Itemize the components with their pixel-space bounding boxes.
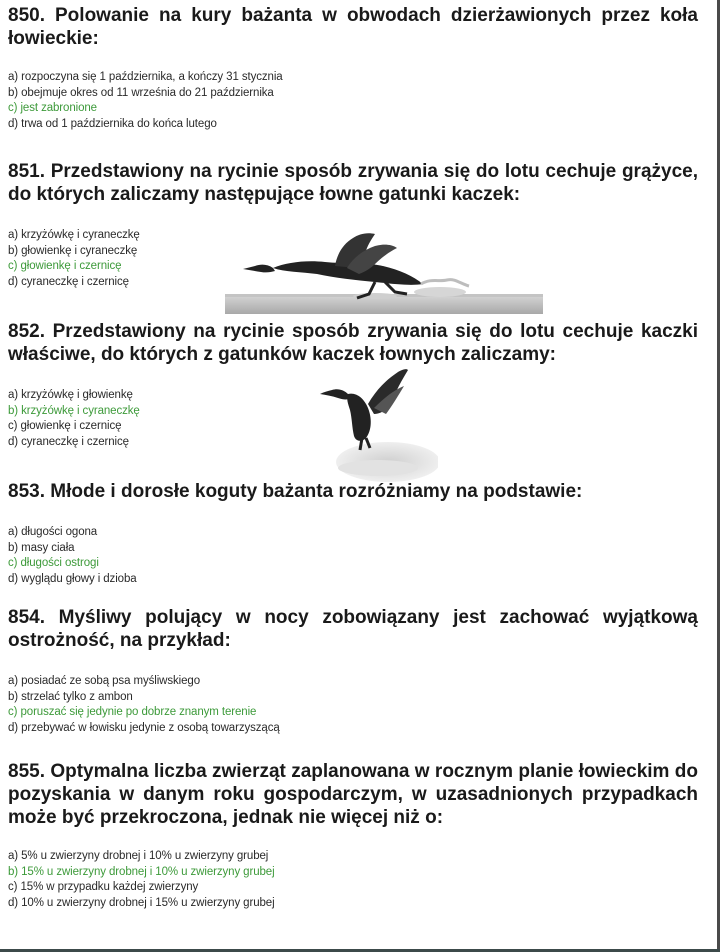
answer-list <box>8 674 698 736</box>
answer-a[interactable]: a) 5% u zwierzyny drobnej i 10% u zwierzyny grubej <box>8 850 269 862</box>
answer-list <box>8 70 698 132</box>
question-title: 853. Młode i dorosłe koguty bażanta rozróżniamy na podstawie: <box>8 481 583 502</box>
answer-a[interactable]: a) długości ogona <box>8 526 98 538</box>
question-title: 851. Przedstawiony na rycinie sposób zrywania się do lotu cechuje grążyce, do których zaliczamy następujące łowne gatunki kaczek: <box>8 161 698 205</box>
answer-b[interactable]: b) strzelać tylko z ambon <box>8 690 133 703</box>
answer-list <box>8 525 698 587</box>
answer-d[interactable]: d) przebywać w łowisku jedynie z osobą towarzyszącą <box>8 721 280 734</box>
answer-b-correct[interactable]: b) krzyżówkę i cyraneczkę <box>8 404 140 417</box>
answer-a[interactable]: a) krzyżówkę i cyraneczkę <box>8 229 140 241</box>
answer-c-correct[interactable]: c) jest zabronione <box>8 102 97 114</box>
question-title: 855. Optymalna liczba zwierząt zaplanowana w rocznym planie łowieckim do pozyskania w danym roku gospodarczym, w uzasadnionych przypadkach może być przekroczona, jednak nie więcej niż o: <box>8 761 698 828</box>
answer-c-correct[interactable]: c) głowienkę i czernicę <box>8 260 122 272</box>
answer-b[interactable]: b) masy ciała <box>8 541 75 554</box>
question-title: 850. Polowanie na kury bażanta w obwodach dzierżawionych przez koła łowieckie: <box>8 5 698 49</box>
answer-b[interactable]: b) obejmuje okres od 11 września do 21 października <box>8 86 274 99</box>
answer-b-correct[interactable]: b) 15% u zwierzyny drobnej i 10% u zwierzyny grubej <box>8 865 275 878</box>
answer-a[interactable]: a) rozpoczyna się 1 października, a kończy 31 stycznia <box>8 71 283 83</box>
answer-c-correct[interactable]: c) poruszać się jedynie po dobrze znanym terenie <box>8 706 257 718</box>
question-850 <box>8 4 698 132</box>
answer-a[interactable]: a) posiadać ze sobą psa myśliwskiego <box>8 675 200 687</box>
answer-d[interactable]: d) cyraneczkę i czernicę <box>8 435 129 448</box>
answer-d[interactable]: d) 10% u zwierzyny drobnej i 15% u zwierzyny grubej <box>8 896 275 909</box>
answer-d[interactable]: d) cyraneczkę i czernicę <box>8 275 129 288</box>
answer-d[interactable]: d) trwa od 1 października do końca lutego <box>8 117 217 130</box>
answer-c-correct[interactable]: c) długości ostrogi <box>8 557 99 569</box>
question-title: 854. Myśliwy polujący w nocy zobowiązany jest zachować wyjątkową ostrożność, na przykład: <box>8 607 698 651</box>
question-title: 852. Przedstawiony na rycinie sposób zrywania się do lotu cechuje kaczki właściwe, do których z gatunków kaczek łownych zaliczamy: <box>8 321 698 365</box>
answer-a[interactable]: a) krzyżówkę i głowienkę <box>8 389 133 401</box>
answer-d[interactable]: d) wyglądu głowy i dzioba <box>8 572 137 585</box>
answer-b[interactable]: b) głowienkę i cyraneczkę <box>8 244 138 257</box>
answer-c[interactable]: c) 15% w przypadku każdej zwierzyny <box>8 881 199 893</box>
question-855 <box>8 760 698 911</box>
dabbling-duck-takeoff-illustration <box>318 368 438 486</box>
answer-c[interactable]: c) głowienkę i czernicę <box>8 420 122 432</box>
question-854 <box>8 606 698 736</box>
question-853 <box>8 480 698 587</box>
answer-list <box>8 849 698 911</box>
diving-duck-takeoff-illustration <box>225 232 545 320</box>
